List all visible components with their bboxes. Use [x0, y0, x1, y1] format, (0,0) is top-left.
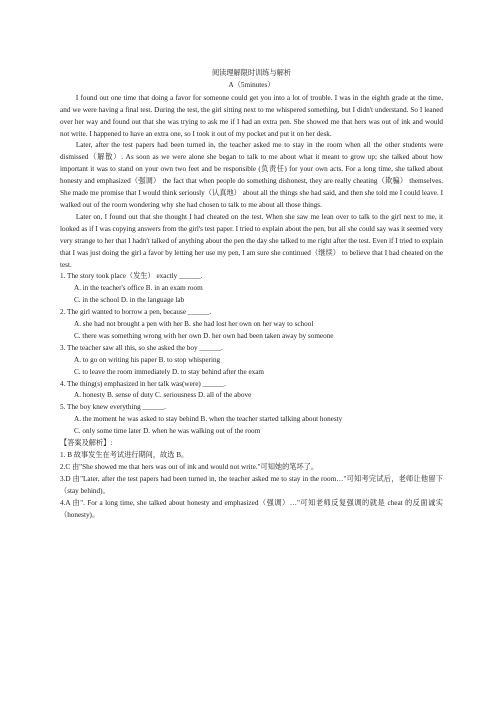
answer-3: 3.D 由"Later, after the test papers had been turned in, the teacher asked me to stay in the room…"可知考完试后，老师让他留下（stay behind)。	[60, 474, 443, 495]
passage-paragraph-3: Later on, I found out that she thought I had cheated on the test. When she saw me lean over to talk to the girl next to me, it looked as if I was copying answers from the girl's test paper. I tried to explain about the pen, but all she could say was it seemed very very strange to her that I hadn't talked of anything about the pen the day she talked to me right after the test. Even if I tried to explain that I was just doing the girl a favor by letting her use my pen, I am sure she continued（继续） to believe that I had cheated on the test.	[60, 212, 443, 269]
question-3: 3. The teacher saw all this, so she asked the boy ______.	[60, 343, 223, 352]
passage-paragraph-1: I found out one time that doing a favor for someone could get you into a lot of trouble. I was in the eighth grade at the time, and we were having a final test. During the test, the girl sitting next to me whispered something, but I didn't understand. So I leaned over her way and found out that she was trying to ask me if I had an extra pen. She showed me that hers was out of ink and would not write. I happened to have an extra one, so I took it out of my pocket and put it on her desk.	[60, 93, 443, 138]
document-title: 阅读理解限时训练与解析	[211, 69, 292, 77]
question-3-options-c-d: C. to leave the room immediately D. to stay behind after the exam	[74, 367, 265, 376]
answer-heading: 【答案及解析】:	[60, 439, 113, 448]
section-subtitle: A（5minutes）	[228, 80, 275, 89]
question-1-options-c-d: C. in the school D. in the language lab	[74, 296, 185, 305]
question-5-options-c-d: C. only some time later D. when he was walking out of the room	[74, 427, 261, 436]
answer-2: 2.C 由"She showed me that hers was out of ink and would not write."可知她的笔坏了。	[60, 462, 319, 471]
question-1: 1. The story took place（发生） exactly ______.	[60, 272, 203, 281]
answer-1: 1. B 故事发生在考试进行期间，故选 B。	[60, 451, 189, 459]
question-3-options-a-b: A. to go on writing his paper B. to stop whispering	[74, 355, 221, 364]
question-2-options-c-d: C. there was something wrong with her own D. her own had been taken away by someone	[74, 331, 334, 340]
passage-paragraph-2: Later, after the test papers had been turned in, the teacher asked me to stay in the room when all the other students were dismissed（解散）. As soon as we were alone she began to talk to me about what it meant to grow up; she talked about how important it was to stand on your own two feet and be responsible (负责任) for your own acts. For a long time, she talked about honesty and emphasized（强调） the fact that when people do something dishonest, they are really cheating（欺骗） themselves. She made me promise that I would think seriously（认真地） about all the things she had said, and then she told me I could leave. I walked out of the room wondering why she had chosen to talk to me about all those things.	[60, 141, 443, 209]
question-2-options-a-b: A. she had not brought a pen with her B. she had lost her own on her way to school	[74, 320, 314, 329]
answer-4: 4.A 由". For a long time, she talked about honesty and emphasized（强调）…"可知老师反复强调的就是 cheat 的反面诚实（honesty)。	[60, 498, 443, 519]
question-2: 2. The girl wanted to borrow a pen, because ______.	[60, 308, 212, 317]
question-5: 5. The boy knew everything ______.	[60, 403, 166, 412]
question-4: 4. The thing(s) emphasized in her talk was(were) ______.	[60, 379, 226, 388]
question-4-options: A. honesty B. sense of duty C. seriousness D. all of the above	[74, 391, 252, 400]
question-5-options-a-b: A. the moment he was asked to stay behind B. when the teacher started talking about honesty	[74, 415, 343, 424]
document-page	[60, 68, 443, 521]
question-1-options-a-b: A. in the teacher's office B. in an exam room	[74, 284, 203, 293]
